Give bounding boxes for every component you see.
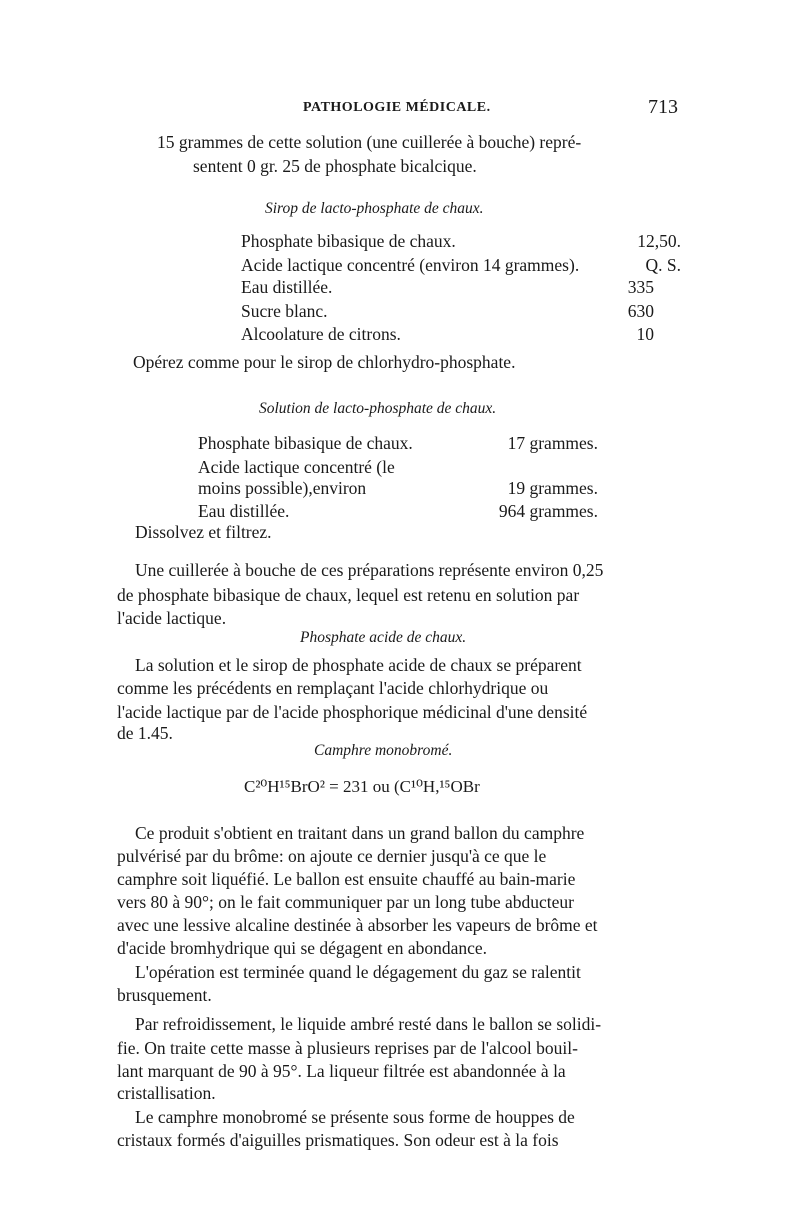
ingredient-name: Phosphate bibasique de chaux. [198, 433, 413, 453]
ingredient-name: Sucre blanc. [241, 301, 328, 321]
la-solution-line-1: La solution et le sirop de phosphate acide de chaux se préparent [135, 655, 582, 675]
recipe-row [198, 456, 598, 478]
p1-line-1: Ce produit s'obtient en traitant dans un grand ballon du camphre [135, 823, 585, 843]
cuilleree-line-2: de phosphate bibasique de chaux, lequel est retenu en solution par [117, 585, 580, 605]
p3-line-4: cristallisation. [117, 1083, 216, 1103]
cuilleree-line-1: Une cuillerée à bouche de ces préparations représente environ 0,25 [135, 560, 604, 580]
ingredient-name: Acide lactique concentré (le [198, 457, 395, 477]
operez-line: Opérez comme pour le sirop de chlorhydro-phosphate. [133, 352, 516, 372]
ingredient-qty: 12,50. [637, 231, 681, 251]
recipe-row [198, 500, 598, 522]
p4-line-2: cristaux formés d'aiguilles prismatiques. Son odeur est à la fois [117, 1130, 559, 1150]
p2-line-1: L'opération est terminée quand le dégagement du gaz se ralentit [135, 962, 581, 982]
intro-line-1: 15 grammes de cette solution (une cuillerée à bouche) repré- [157, 132, 582, 152]
ingredient-qty: Q. S. [645, 255, 681, 275]
recipe-row [241, 254, 681, 276]
ingredient-name: Phosphate bibasique de chaux. [241, 231, 456, 251]
running-title: PATHOLOGIE MÉDICALE. [303, 100, 491, 115]
recipe-row [241, 230, 681, 252]
dissolvez-line: Dissolvez et filtrez. [135, 522, 272, 542]
chemical-formula: C²⁰H¹⁵BrO² = 231 ou (C¹⁰H,¹⁵OBr [244, 777, 480, 796]
la-solution-line-4: de 1.45. [117, 723, 173, 743]
p4-line-1: Le camphre monobromé se présente sous forme de houppes de [135, 1107, 575, 1127]
page-header [0, 96, 800, 122]
recipe-row [241, 276, 654, 298]
page-number: 713 [648, 96, 678, 118]
p3-line-3: lant marquant de 90 à 95°. La liqueur filtrée est abandonnée à la [117, 1061, 566, 1081]
recipe-row [241, 300, 654, 322]
p2-line-2: brusquement. [117, 985, 212, 1005]
ingredient-qty: 10 [636, 324, 654, 344]
ingredient-qty: 19 grammes. [507, 478, 598, 498]
heading-camphre: Camphre monobromé. [314, 742, 453, 759]
p1-line-3: camphre soit liquéfié. Le ballon est ensuite chauffé au bain-marie [117, 869, 576, 889]
p1-line-5: avec une lessive alcaline destinée à absorber les vapeurs de brôme et [117, 915, 598, 935]
heading-phosphate-acide: Phosphate acide de chaux. [300, 629, 467, 646]
ingredient-qty: 335 [627, 277, 654, 297]
heading-sirop: Sirop de lacto-phosphate de chaux. [265, 200, 484, 217]
ingredient-qty: 630 [627, 301, 654, 321]
recipe-row [198, 432, 598, 454]
la-solution-line-2: comme les précédents en remplaçant l'acide chlorhydrique ou [117, 678, 549, 698]
ingredient-name: Acide lactique concentré (environ 14 grammes). [241, 255, 580, 275]
p3-line-2: fie. On traite cette masse à plusieurs reprises par de l'alcool bouil- [117, 1038, 578, 1058]
ingredient-qty: 964 grammes. [498, 501, 598, 521]
heading-solution: Solution de lacto-phosphate de chaux. [259, 400, 497, 417]
ingredient-name: Eau distillée. [198, 501, 290, 521]
intro-line-2: sentent 0 gr. 25 de phosphate bicalcique. [193, 156, 477, 176]
recipe-row [198, 477, 598, 499]
p1-line-2: pulvérisé par du brôme: on ajoute ce dernier jusqu'à ce que le [117, 846, 547, 866]
ingredient-qty: 17 grammes. [507, 433, 598, 453]
ingredient-name: Eau distillée. [241, 277, 333, 297]
p1-line-4: vers 80 à 90°; on le fait communiquer par un long tube abducteur [117, 892, 575, 912]
p3-line-1: Par refroidissement, le liquide ambré resté dans le ballon se solidi- [135, 1014, 602, 1034]
la-solution-line-3: l'acide lactique par de l'acide phosphorique médicinal d'une densité [117, 702, 588, 722]
ingredient-name: Alcoolature de citrons. [241, 324, 401, 344]
p1-line-6: d'acide bromhydrique qui se dégagent en abondance. [117, 938, 488, 958]
recipe-row [241, 323, 654, 345]
ingredient-name: moins possible),environ [198, 478, 367, 498]
cuilleree-line-3: l'acide lactique. [117, 608, 227, 628]
